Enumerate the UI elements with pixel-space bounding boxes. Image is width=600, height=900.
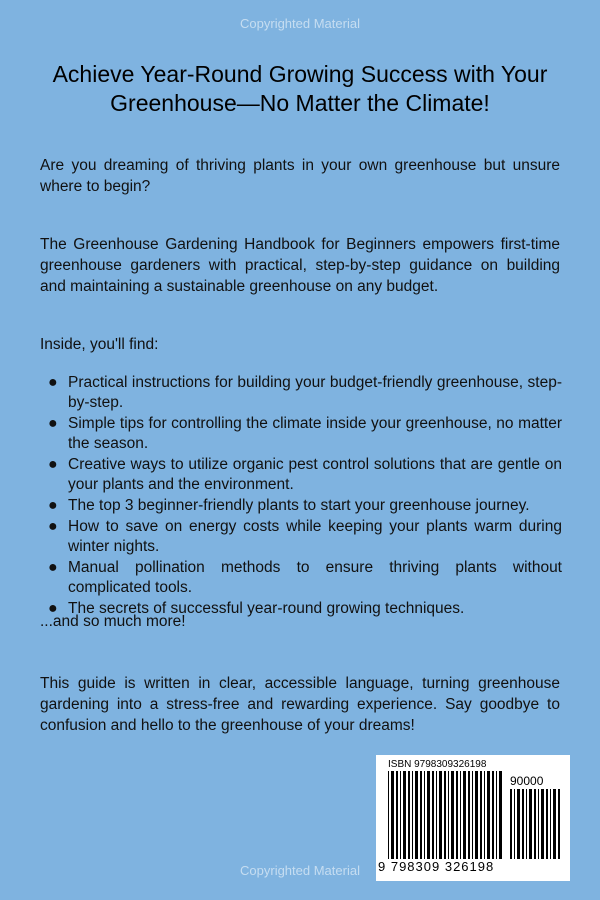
bullet-icon: ● bbox=[48, 600, 58, 617]
bullet-icon: ● bbox=[48, 374, 58, 391]
barcode-bar bbox=[480, 771, 482, 859]
feature-text: The top 3 beginner-friendly plants to start your greenhouse journey. bbox=[68, 497, 530, 514]
feature-text: Simple tips for controlling the climate inside your greenhouse, no matter the season. bbox=[68, 415, 562, 452]
barcode-bar bbox=[396, 771, 398, 859]
isbn-label: ISBN 9798309326198 bbox=[388, 759, 487, 770]
closing-paragraph: This guide is written in clear, accessible language, turning greenhouse gardening into a stress-free and rewarding experience. Say goodbye to confusion and hello to the greenhouse of your dreams! bbox=[40, 675, 560, 734]
barcode-bar bbox=[403, 771, 406, 859]
bullet-icon: ● bbox=[48, 559, 58, 576]
list-item bbox=[48, 496, 562, 516]
bullet-icon: ● bbox=[48, 415, 58, 432]
headline: Achieve Year-Round Growing Success with Your Greenhouse—No Matter the Climate! bbox=[52, 61, 548, 116]
barcode-bar bbox=[484, 771, 485, 859]
watermark-bottom: Copyrighted Material bbox=[240, 863, 360, 878]
feature-text: Practical instructions for building your budget-friendly greenhouse, step-by-step. bbox=[68, 374, 562, 411]
feature-text: Manual pollination methods to ensure thriving plants without complicated tools. bbox=[68, 559, 562, 596]
barcode-bar bbox=[517, 789, 520, 859]
barcode-bar bbox=[526, 789, 527, 859]
barcode-bar bbox=[415, 771, 418, 859]
barcode-bar bbox=[400, 771, 401, 859]
and-more-text: ...and so much more! bbox=[40, 613, 186, 630]
feature-text: How to save on energy costs while keeping your plants warm during winter nights. bbox=[68, 518, 562, 555]
barcode-bar bbox=[436, 771, 437, 859]
intro-question: Are you dreaming of thriving plants in your own greenhouse but unsure where to begin? bbox=[40, 157, 560, 195]
barcode-bar bbox=[391, 771, 394, 859]
barcode-bar bbox=[534, 789, 536, 859]
book-description: The Greenhouse Gardening Handbook for Beginners empowers first-time greenhouse gardeners with practical, step-by-step guidance on building and maintaining a sustainable greenhouse on any budget. bbox=[40, 236, 560, 295]
barcode-bar bbox=[388, 771, 389, 859]
list-item bbox=[48, 517, 562, 557]
barcode-bar bbox=[468, 771, 470, 859]
list-item bbox=[48, 558, 562, 598]
barcode-bar bbox=[463, 771, 466, 859]
watermark-top: Copyrighted Material bbox=[240, 16, 360, 31]
barcode-bar bbox=[451, 771, 454, 859]
barcode-bar bbox=[499, 771, 502, 859]
barcode-bar bbox=[558, 789, 560, 859]
barcode-bar bbox=[529, 789, 532, 859]
list-item bbox=[48, 455, 562, 495]
barcode-bar bbox=[460, 771, 461, 859]
feature-list bbox=[48, 373, 562, 620]
list-item bbox=[48, 373, 562, 413]
barcode-bar bbox=[427, 771, 430, 859]
barcode-bar bbox=[522, 789, 524, 859]
list-item bbox=[48, 414, 562, 454]
price-code: 90000 bbox=[510, 774, 544, 788]
barcode-bar bbox=[553, 789, 556, 859]
bullet-icon: ● bbox=[48, 497, 58, 514]
barcode-bar bbox=[510, 789, 512, 859]
barcode-bar bbox=[420, 771, 422, 859]
bullet-icon: ● bbox=[48, 518, 58, 535]
barcode-bar bbox=[496, 771, 497, 859]
feature-text: The secrets of successful year-round growing techniques. bbox=[68, 600, 465, 617]
barcode-bar bbox=[541, 789, 544, 859]
barcode-bar bbox=[550, 789, 551, 859]
barcode-bar bbox=[439, 771, 442, 859]
barcode-bar bbox=[448, 771, 449, 859]
bullet-icon: ● bbox=[48, 456, 58, 473]
barcode-bar bbox=[456, 771, 458, 859]
feature-text: Creative ways to utilize organic pest control solutions that are gentle on your plants and the environment. bbox=[68, 456, 562, 493]
barcode-bar bbox=[546, 789, 548, 859]
inside-label: Inside, you'll find: bbox=[40, 336, 159, 353]
barcode-bar bbox=[408, 771, 410, 859]
barcode-bar bbox=[444, 771, 446, 859]
barcode-bar bbox=[412, 771, 413, 859]
barcode-bar bbox=[514, 789, 515, 859]
barcode-bar bbox=[492, 771, 494, 859]
isbn-digits: 9 798309 326198 bbox=[378, 859, 495, 874]
barcode-bar bbox=[432, 771, 434, 859]
barcode-bar bbox=[475, 771, 478, 859]
barcode-bar bbox=[472, 771, 473, 859]
barcode-bar bbox=[538, 789, 539, 859]
barcode-bar bbox=[487, 771, 490, 859]
barcode-bar bbox=[424, 771, 425, 859]
